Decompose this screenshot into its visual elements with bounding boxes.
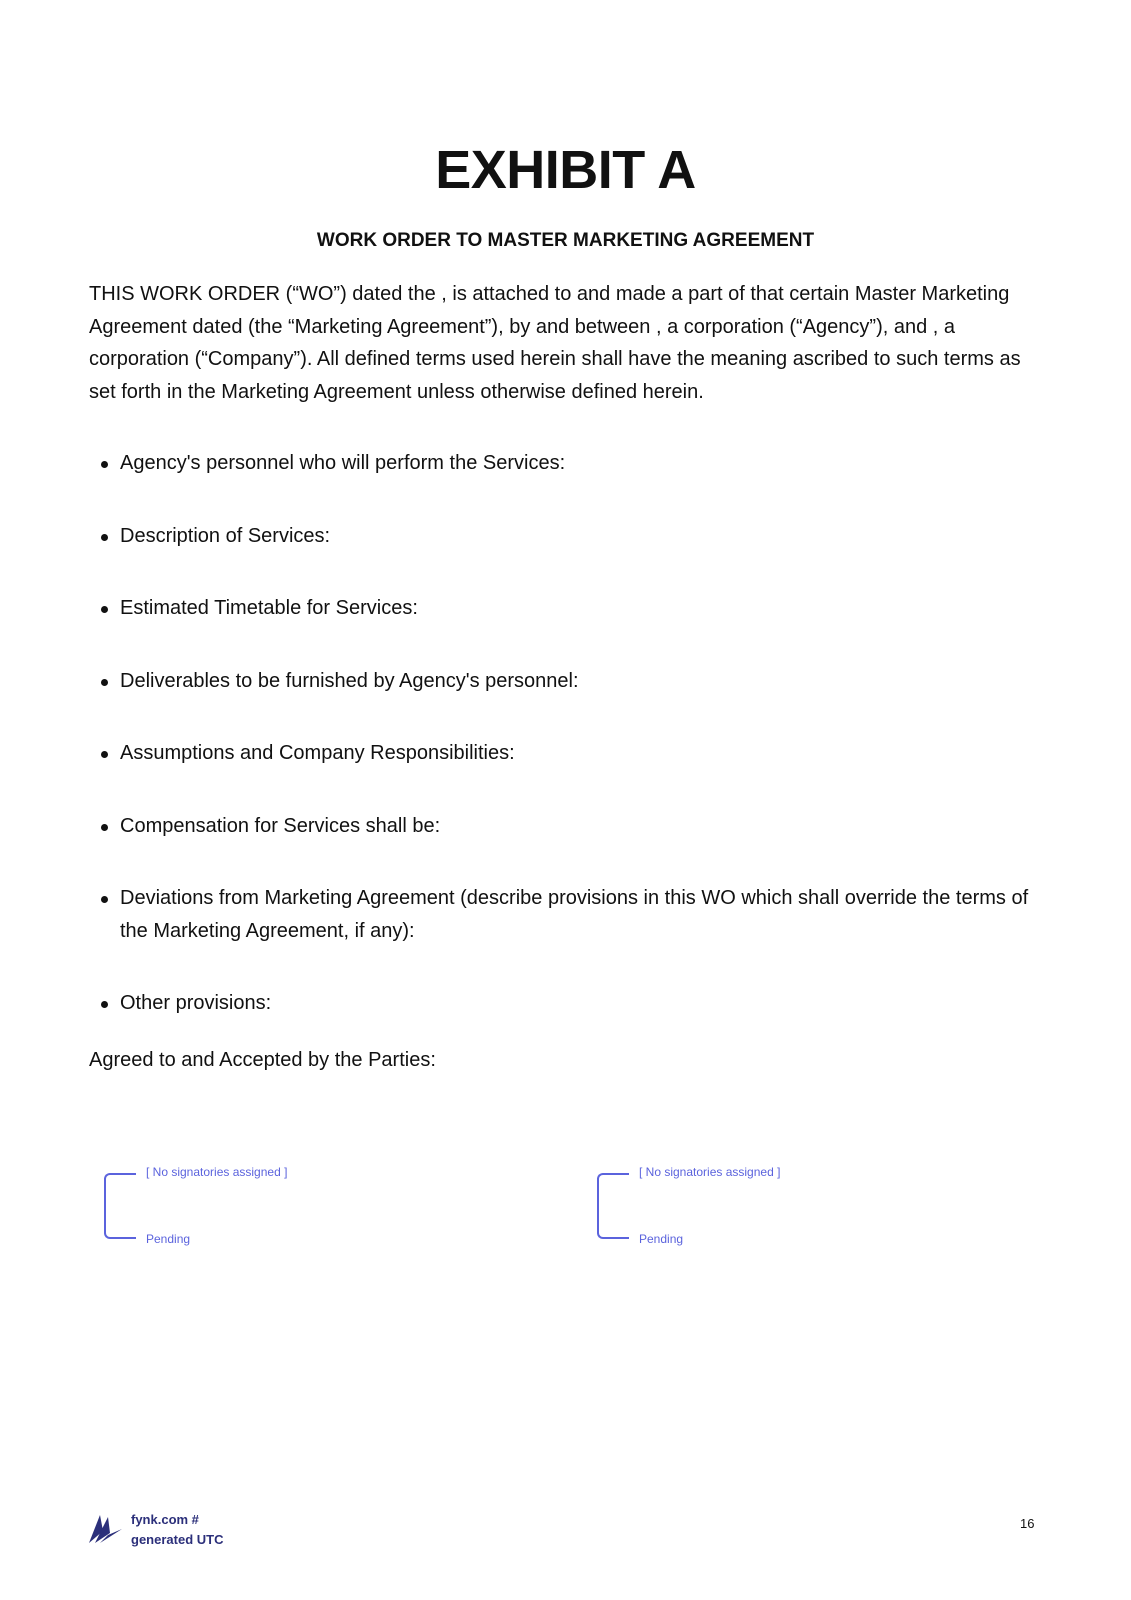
list-item-deviations: Deviations from Marketing Agreement (describe provisions in this WO which shall override the terms of the Marketing Agreement, if any): [89,882,1044,947]
list-item-personnel: Agency's personnel who will perform the Services: [89,447,1044,480]
list-item-timetable: Estimated Timetable for Services: [89,592,1044,625]
list-item-other-provisions: Other provisions: [89,987,1044,1020]
footer-domain: fynk.com # [131,1512,199,1527]
list-item-description: Description of Services: [89,520,1044,553]
list-item-assumptions: Assumptions and Company Responsibilities: [89,737,1044,770]
signature-status: Pending [146,1232,191,1246]
signature-block-right[interactable] [597,1165,917,1245]
list-item-compensation: Compensation for Services shall be: [89,810,1044,843]
page-subtitle: WORK ORDER TO MASTER MARKETING AGREEMENT [316,230,815,251]
signature-status: Pending [639,1232,684,1246]
page-number: 16 [1020,1516,1035,1531]
footer-text [131,1510,223,1550]
intro-paragraph: THIS WORK ORDER (“WO”) dated the , is attached to and made a part of that certain Master Marketing Agreement dated (the “Marketing Agreement”), by and between , a corporation (“Agency”), and , a corporation (“Company”). All defined terms used herein shall have the meaning ascribed to such terms as set forth in the Marketing Agreement unless otherwise defined herein. [89,283,1021,403]
page-title: EXHIBIT A [435,140,696,200]
signature-block-left[interactable] [104,1165,424,1245]
fynk-bird-logo-icon [88,1505,124,1545]
signatory-name: [ No signatories assigned ] [639,1165,781,1179]
agreed-statement: Agreed to and Accepted by the Parties: [89,1049,436,1071]
list-item-deliverables: Deliverables to be furnished by Agency's personnel: [89,665,1044,698]
footer-generated: generated UTC [131,1532,224,1547]
work-order-items-list [89,447,1044,1060]
signature-bracket [597,1173,629,1239]
signature-bracket [104,1173,136,1239]
signatory-name: [ No signatories assigned ] [146,1165,288,1179]
